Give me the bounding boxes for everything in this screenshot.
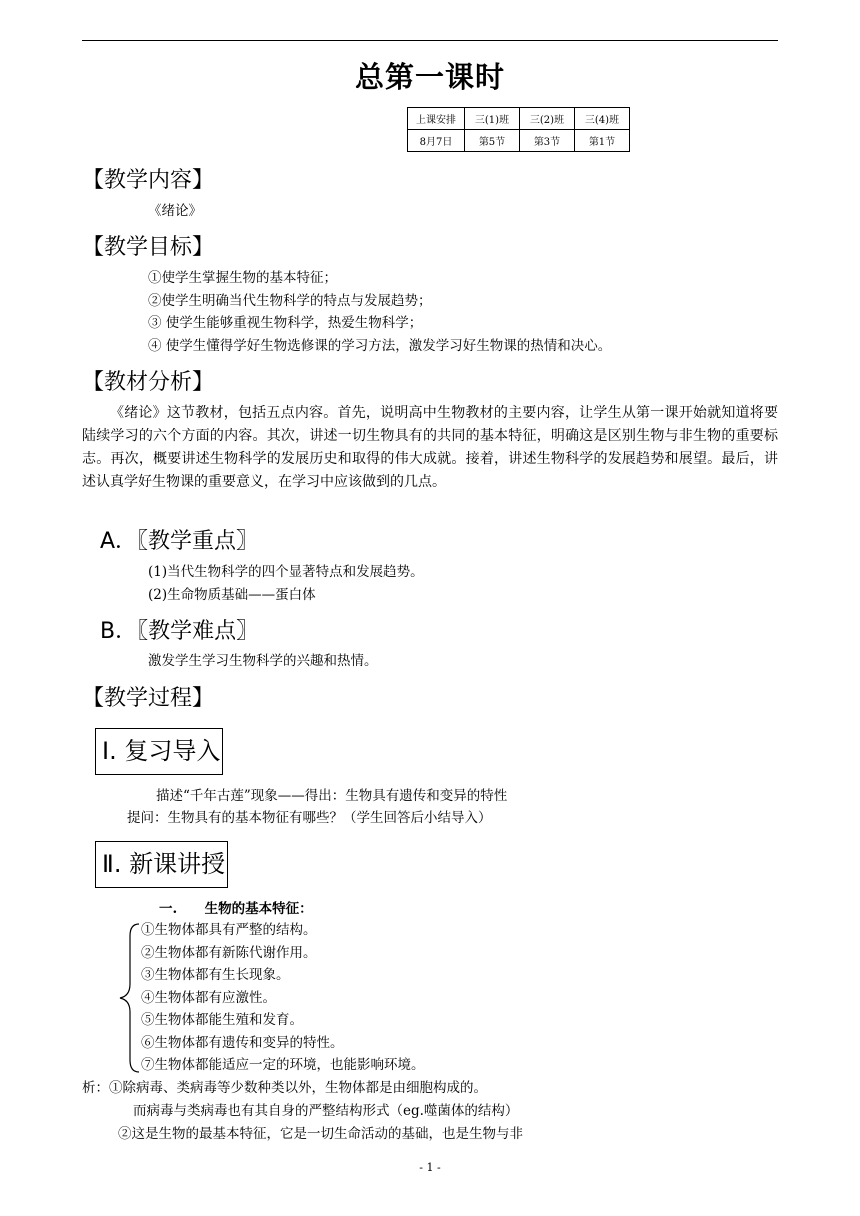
top-rule: [82, 40, 778, 41]
page-number: - 1 -: [419, 1161, 441, 1174]
table-cell: 第3节: [520, 130, 575, 152]
table-cell: 第1节: [575, 130, 630, 152]
table-cell: 三(4)班: [575, 108, 630, 130]
table-cell: 三(1)班: [465, 108, 520, 130]
schedule-table: [407, 107, 630, 152]
analysis-line-2: 而病毒与类病毒也有其自身的严整结构形式（eg.噬菌体的结构）: [133, 1103, 519, 1119]
list-item: ②生物体都有新陈代谢作用。: [141, 944, 317, 961]
list-item: ①生物体都具有严整的结构。: [141, 922, 317, 938]
list-item: (1)当代生物科学的四个显著特点和发展趋势。: [148, 564, 424, 580]
list-item: ③ 使学生能够重视生物科学，热爱生物科学；: [148, 315, 423, 331]
list-item: ⑥生物体都有遗传和变异的特性。: [141, 1034, 344, 1051]
table-row: [408, 108, 630, 130]
table-cell: 第5节: [465, 130, 520, 152]
section-heading-process: 【教学过程】: [82, 686, 215, 711]
list-item: ①使学生掌握生物的基本特征；: [148, 270, 337, 286]
list-item: ⑤生物体都能生殖和发育。: [141, 1012, 303, 1028]
review-intro-box: Ⅰ. 复习导入: [95, 728, 223, 775]
table-cell: 8月7日: [408, 130, 465, 152]
analysis-line-1: 析：①除病毒、类病毒等少数种类以外，生物体都是由细胞构成的。: [82, 1080, 487, 1096]
curly-brace: [117, 922, 141, 1074]
section-one-heading: [159, 898, 313, 921]
list-item: ②使学生明确当代生物科学的特点与发展趋势；: [148, 292, 432, 309]
section-heading-difficulties: B．〖教学难点〗: [100, 619, 259, 644]
section-heading-analysis: 【教材分析】: [82, 370, 215, 395]
features-list: [141, 919, 425, 1077]
objectives-list: [148, 267, 611, 357]
analysis-paragraph: 《绪论》这节教材，包括五点内容。首先，说明高中生物教材的主要内容，让学生从第一课开始就知道将要陆续学习的六个方面的内容。其次，讲述一切生物具有的共同的基本特征，明确这是区别生物与非生物的重要标志。再次，概要讲述生物科学的发展历史和取得的伟大成就。接着，讲述生物科学的发展趋势和展望。最后，讲述认真学好生物课的重要意义，在学习中应该做到的几点。: [82, 405, 778, 490]
list-item: ④ 使学生懂得学好生物选修课的学习方法，激发学习好生物课的热情和决心。: [148, 337, 612, 354]
section-number: 一.: [159, 901, 178, 917]
review-line-1: 描述“千年古莲”现象——得出：生物具有遗传和变异的特性: [156, 788, 508, 804]
key-points-list: [148, 561, 424, 606]
section-heading-key-points: A．〖教学重点〗: [100, 529, 259, 554]
section-title: 生物的基本特征：: [204, 901, 313, 917]
list-item: ③生物体都有生长现象。: [141, 967, 290, 983]
list-item: ⑦生物体都能适应一定的环境，也能影响环境。: [141, 1057, 425, 1073]
page-title: 总第一课时: [354, 60, 505, 94]
difficulties-text: 激发学生学习生物科学的兴趣和热情。: [148, 653, 378, 669]
table-row: [408, 130, 630, 152]
content-text: 《绪论》: [148, 203, 202, 219]
new-lesson-box: Ⅱ. 新课讲授: [95, 841, 228, 888]
list-item: ④生物体都有应激性。: [141, 989, 276, 1006]
analysis-line-3: ②这是生物的最基本特征，它是一切生命活动的基础，也是生物与非: [118, 1126, 523, 1142]
table-cell: 上课安排: [408, 108, 465, 130]
section-heading-content: 【教学内容】: [82, 168, 215, 193]
review-line-2: 提问：生物具有的基本物征有哪些？（学生回答后小结导入）: [127, 810, 492, 826]
table-cell: 三(2)班: [520, 108, 575, 130]
list-item: (2)生命物质基础——蛋白体: [148, 586, 316, 603]
section-heading-objectives: 【教学目标】: [82, 235, 215, 260]
